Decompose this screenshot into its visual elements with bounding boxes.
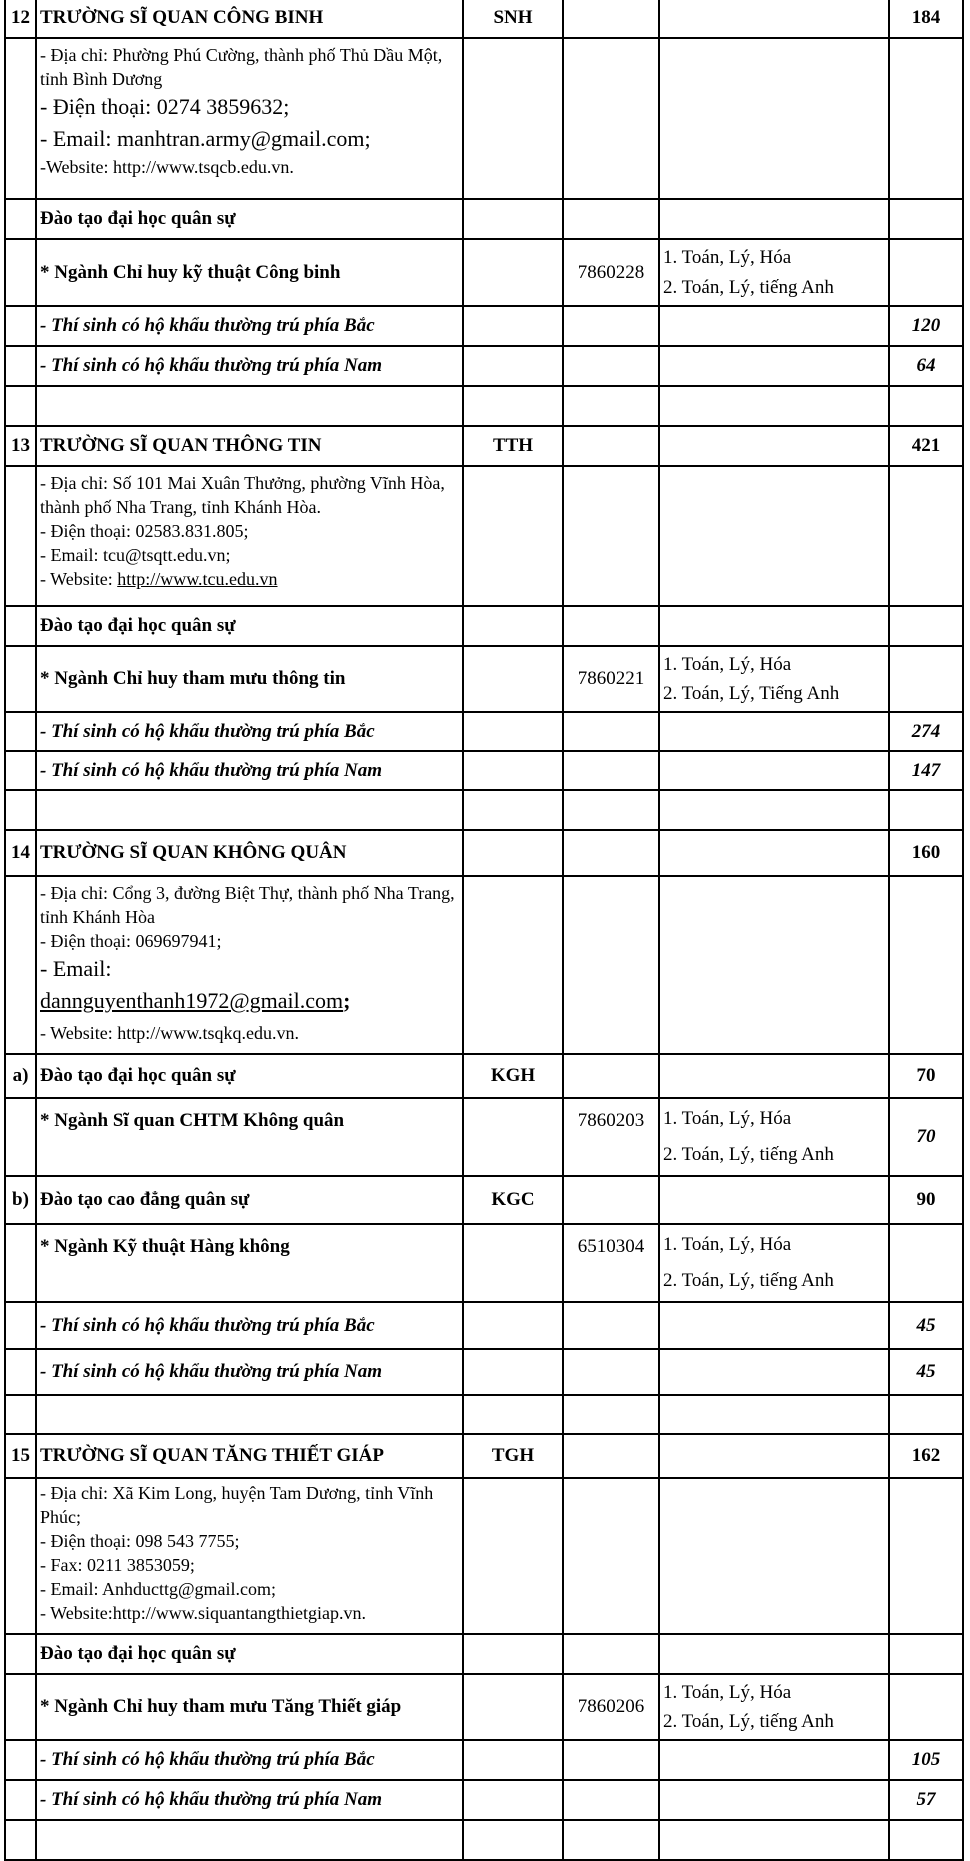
quota-north-row [5,1740,963,1780]
major-name: * Ngành Kỹ thuật Hàng không [36,1224,463,1302]
major-name: * Ngành Sĩ quan CHTM Không quân [36,1098,463,1176]
school-header-row [5,0,963,38]
website-text: - Website:http://www.siquantangthietgiap.vn. [40,1603,367,1623]
program-row [5,606,963,646]
major-code: 7860228 [563,239,659,306]
website-line [40,567,459,591]
quota-north-label: - Thí sinh có hộ khẩu thường trú phía Bắc [36,712,463,751]
phone-text: - Điện thoại: 098 543 7755; [40,1531,240,1551]
fax-text: - Fax: 0211 3853059; [40,1555,195,1575]
program-name: Đào tạo đại học quân sự [36,1054,463,1098]
phone-text: - Điện thoại: 069697941; [40,931,222,951]
quota-south-label: - Thí sinh có hộ khẩu thường trú phía Nam [36,346,463,386]
school-number: 15 [5,1434,36,1478]
spacer-row [5,386,963,426]
school-info-row [5,876,963,1054]
email-line [40,985,459,1017]
website-link[interactable]: http://www.tcu.edu.vn [117,569,278,589]
program-name: Đào tạo đại học quân sự [36,199,463,239]
combo-1: 1. Toán, Lý, Hóa [663,1234,792,1255]
address-text: - Địa chỉ: Phường Phú Cường, thành phố Thủ Dầu Một, tỉnh Bình Dương [40,45,443,89]
school-code [463,830,563,876]
address-text: - Địa chỉ: Xã Kim Long, huyện Tam Dương, tỉnh Vĩnh Phúc; [40,1483,434,1527]
admissions-table [4,0,964,1861]
subject-combos [659,239,889,306]
major-row [5,1224,963,1302]
major-code: 6510304 [563,1224,659,1302]
program-row [5,1054,963,1098]
program-name: Đào tạo đại học quân sự [36,1634,463,1674]
address-text: - Địa chỉ: Cổng 3, đường Biệt Thự, thành phố Nha Trang, tỉnh Khánh Hòa [40,883,455,927]
combo-2: 2. Toán, Lý, tiếng Anh [663,1144,834,1165]
email-text: - Email: Anhducttg@gmail.com; [40,1579,277,1599]
quota-south-label: - Thí sinh có hộ khẩu thường trú phía Nam [36,1780,463,1820]
major-code: 7860203 [563,1098,659,1176]
program-code: KGC [463,1176,563,1224]
quota-north-row [5,712,963,751]
subject-combos [659,1674,889,1740]
school-name: TRƯỜNG SĨ QUAN CÔNG BINH [36,0,463,38]
program-total: 90 [889,1176,963,1224]
address-text: - Địa chỉ: Số 101 Mai Xuân Thưởng, phường Vĩnh Hòa, thành phố Nha Trang, tỉnh Khánh Hòa. [40,473,445,517]
school-name: TRƯỜNG SĨ QUAN KHÔNG QUÂN [36,830,463,876]
major-total: 70 [889,1098,963,1176]
school-code: TTH [463,426,563,466]
school-code: SNH [463,0,563,38]
school-info-row [5,466,963,606]
website-label: - Website: [40,569,118,589]
combo-1: 1. Toán, Lý, Hóa [663,1682,792,1703]
quota-south-value: 45 [889,1349,963,1395]
phone-text: - Điện thoại: 02583.831.805; [40,521,249,541]
school-info [36,466,463,606]
combo-1: 1. Toán, Lý, Hóa [663,1108,792,1129]
school-name: TRƯỜNG SĨ QUAN TĂNG THIẾT GIÁP [36,1434,463,1478]
program-row [5,199,963,239]
major-row [5,239,963,306]
quota-north-label: - Thí sinh có hộ khẩu thường trú phía Bắc [36,1302,463,1349]
program-name: Đào tạo cao đẳng quân sự [36,1176,463,1224]
school-info [36,1478,463,1634]
quota-south-value: 64 [889,346,963,386]
quota-north-value: 45 [889,1302,963,1349]
school-total: 162 [889,1434,963,1478]
school-total: 421 [889,426,963,466]
major-row [5,1674,963,1740]
school-code: TGH [463,1434,563,1478]
quota-south-row [5,346,963,386]
sub-number: a) [5,1054,36,1098]
quota-south-row [5,1349,963,1395]
website-text: - Website: http://www.tsqkq.edu.vn. [40,1023,300,1043]
combo-1: 1. Toán, Lý, Hóa [663,654,792,675]
program-row [5,1176,963,1224]
spacer-row [5,1820,963,1860]
quota-north-label: - Thí sinh có hộ khẩu thường trú phía Bắc [36,306,463,346]
school-number: 14 [5,830,36,876]
subject-combos [659,646,889,712]
quota-north-row [5,306,963,346]
major-name: * Ngành Chỉ huy tham mưu Tăng Thiết giáp [36,1674,463,1740]
email-semicolon: ; [343,988,351,1013]
quota-south-label: - Thí sinh có hộ khẩu thường trú phía Nam [36,1349,463,1395]
major-row [5,1098,963,1176]
quota-north-value: 274 [889,712,963,751]
quota-north-value: 105 [889,1740,963,1780]
quota-south-row [5,751,963,790]
spacer-row [5,790,963,830]
email-text: - Email: tcu@tsqtt.edu.vn; [40,545,231,565]
school-number: 12 [5,0,36,38]
quota-south-label: - Thí sinh có hộ khẩu thường trú phía Nam [36,751,463,790]
email-link[interactable]: dannguyenthanh1972@gmail.com [40,988,344,1013]
website-text: -Website: http://www.tsqcb.edu.vn. [40,157,294,177]
school-header-row [5,426,963,466]
combo-2: 2. Toán, Lý, tiếng Anh [663,276,834,298]
school-total: 160 [889,830,963,876]
quota-south-value: 147 [889,751,963,790]
major-code: 7860221 [563,646,659,712]
school-info-row [5,38,963,199]
school-header-row [5,1434,963,1478]
combo-2: 2. Toán, Lý, tiếng Anh [663,1270,834,1291]
school-name: TRƯỜNG SĨ QUAN THÔNG TIN [36,426,463,466]
program-total: 70 [889,1054,963,1098]
sub-number: b) [5,1176,36,1224]
phone-text: - Điện thoại: 0274 3859632; [40,94,290,119]
major-row [5,646,963,712]
school-header-row [5,830,963,876]
quota-south-value: 57 [889,1780,963,1820]
quota-south-row [5,1780,963,1820]
program-name: Đào tạo đại học quân sự [36,606,463,646]
major-code: 7860206 [563,1674,659,1740]
subject-combos [659,1224,889,1302]
combo-2: 2. Toán, Lý, tiếng Anh [663,1711,834,1732]
combo-1: 1. Toán, Lý, Hóa [663,246,792,268]
quota-north-label: - Thí sinh có hộ khẩu thường trú phía Bắc [36,1740,463,1780]
quota-north-row [5,1302,963,1349]
school-total: 184 [889,0,963,38]
program-code: KGH [463,1054,563,1098]
email-text: - Email: manhtran.army@gmail.com; [40,126,371,151]
email-label: - Email: [40,956,112,981]
school-info [36,876,463,1054]
quota-north-value: 120 [889,306,963,346]
combo-2: 2. Toán, Lý, Tiếng Anh [663,683,840,704]
program-row [5,1634,963,1674]
spacer-row [5,1395,963,1434]
school-info [36,38,463,199]
subject-combos [659,1098,889,1176]
major-name: * Ngành Chỉ huy tham mưu thông tin [36,646,463,712]
school-info-row [5,1478,963,1634]
major-name: * Ngành Chỉ huy kỹ thuật Công binh [36,239,463,306]
school-number: 13 [5,426,36,466]
